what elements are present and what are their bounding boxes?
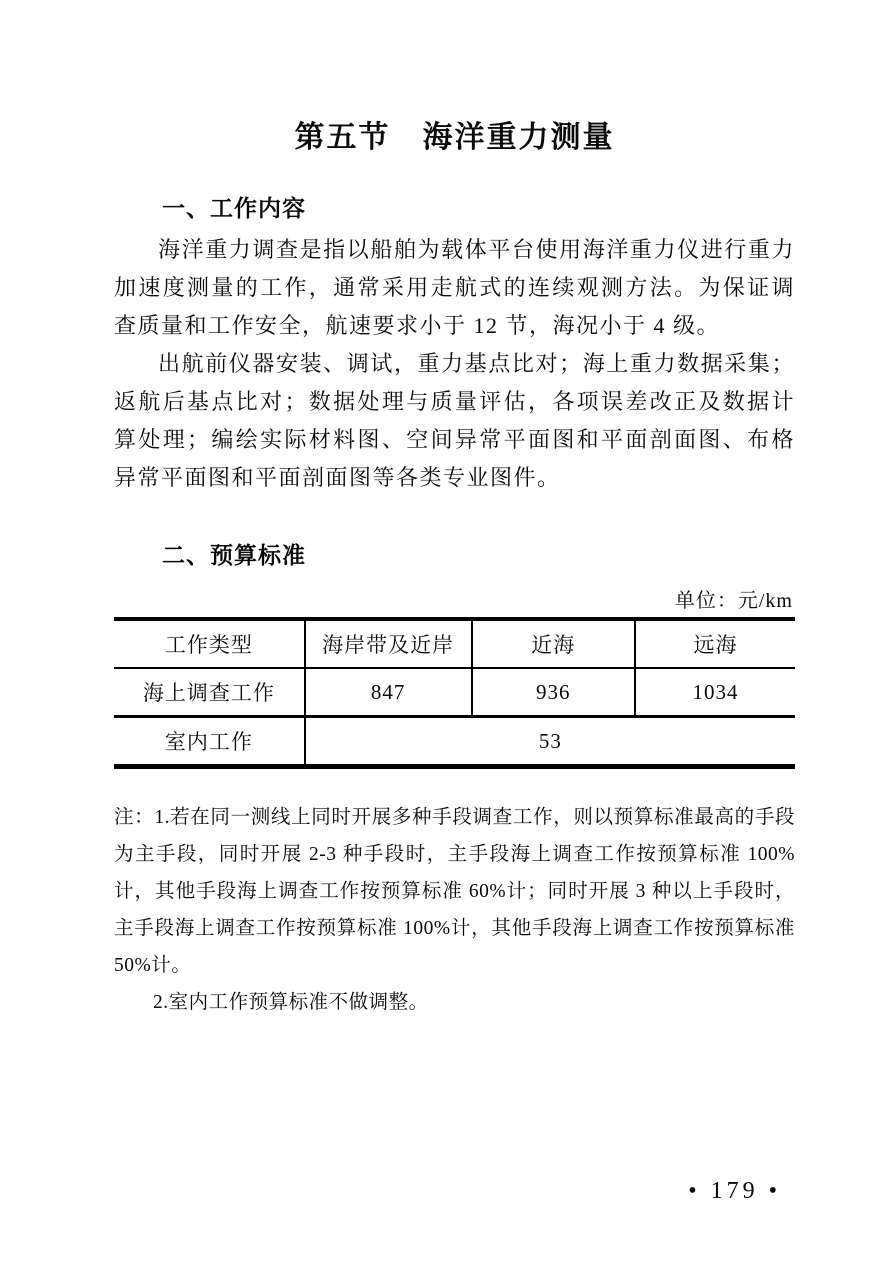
header-work-type: 工作类型 [164, 633, 253, 657]
section2-heading: 二、预算标准 [162, 542, 306, 568]
cell-value-merged: 53 [305, 717, 795, 767]
table-row [114, 668, 795, 717]
cell-value-nearsea: 936 [472, 668, 635, 717]
cell-row-label: 室内工作 [164, 730, 253, 754]
note-2: 2.室内工作预算标准不做调整。 [153, 992, 429, 1013]
page-number: • 179 • [688, 1178, 781, 1204]
note-1: 注：1.若在同一测线上同时开展多种手段调查工作，则以预算标准最高的手段为主手段，同时开展 2-3 种手段时，主手段海上调查工作按预算标准 100%计，其他手段海上调查工作按预算标准 60%计；同时开展 3 种以上手段时，主手段海上调查工作按预算标准 100%计，其他手段海上调查工作按预算标准 50%计。 [114, 807, 795, 976]
unit-label: 单位：元/km [674, 590, 793, 612]
cell-row-label: 海上调查工作 [142, 681, 275, 705]
table-header-row [114, 619, 795, 668]
section1-heading: 一、工作内容 [162, 195, 306, 221]
paragraph-2: 出航前仪器安装、调试，重力基点比对；海上重力数据采集；返航后基点比对；数据处理与质量评估，各项误差改正及数据计算处理；编绘实际材料图、空间异常平面图和平面剖面图、布格异常平面图和平面剖面图等各类专业图件。 [114, 351, 795, 490]
table-row [114, 717, 795, 767]
page-title: 第五节 海洋重力测量 [294, 121, 615, 154]
cell-value-farsea: 1034 [635, 668, 795, 717]
header-coastal: 海岸带及近岸 [305, 619, 472, 668]
notes-block [114, 799, 795, 1021]
header-farsea: 远海 [635, 619, 795, 668]
cell-value-coastal: 847 [305, 668, 472, 717]
budget-table [114, 617, 795, 769]
section-budget-standard [114, 537, 795, 1021]
header-nearsea: 近海 [472, 619, 635, 668]
paragraph-1: 海洋重力调查是指以船舶为载体平台使用海洋重力仪进行重力加速度测量的工作，通常采用走航式的连续观测方法。为保证调查质量和工作安全，航速要求小于 12 节，海况小于 4 级。 [114, 237, 795, 338]
section-work-content [114, 190, 795, 497]
